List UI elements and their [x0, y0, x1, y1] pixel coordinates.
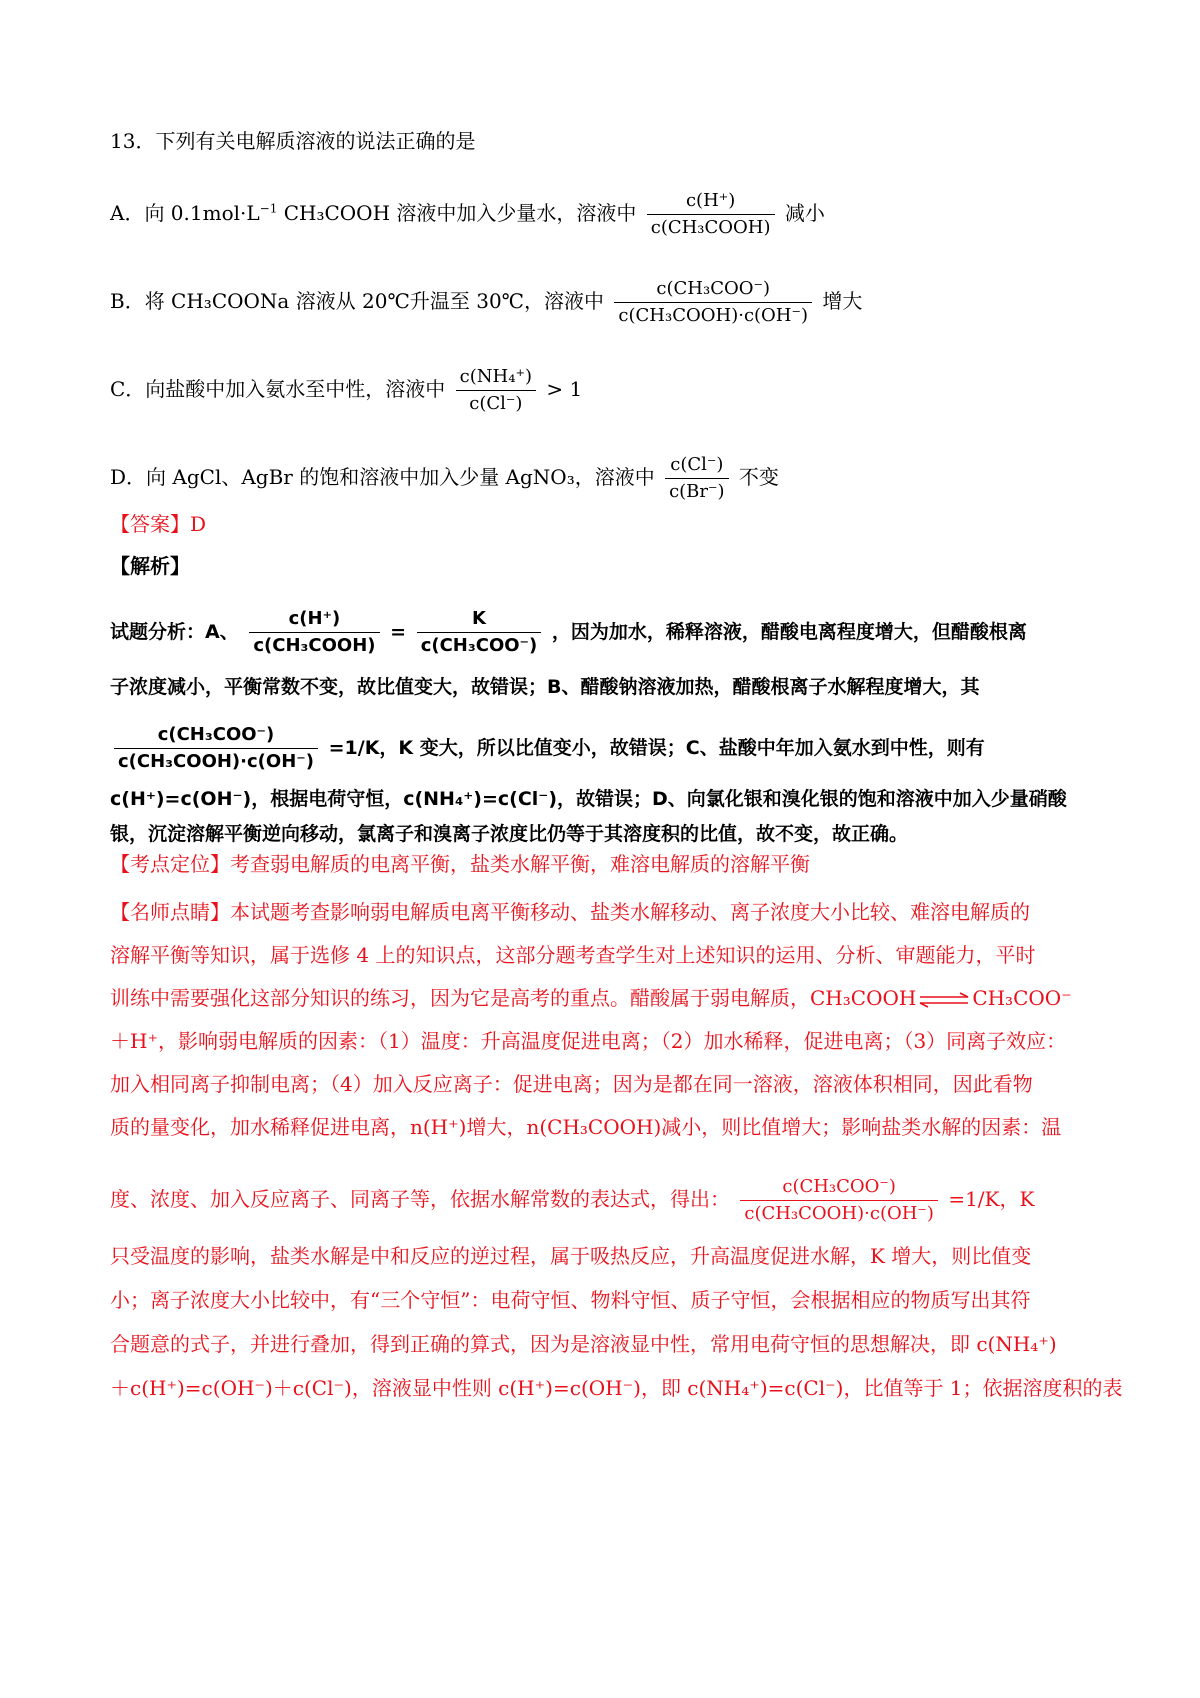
- kaodian-label: 【考点定位】: [110, 852, 230, 876]
- analysis-fraction-3-den: c(CH₃COOH)·c(OH⁻): [114, 748, 318, 773]
- option-c-numerator: c(NH₄⁺): [459, 366, 532, 387]
- option-a: [110, 190, 1100, 239]
- option-d-denominator: c(Br⁻): [665, 478, 728, 503]
- option-c-fraction: [456, 366, 536, 415]
- option-d-numerator: c(Cl⁻): [670, 454, 724, 475]
- mingshi-line-3: [110, 984, 1100, 1012]
- option-b-prefix: B．将 CH₃COONa 溶液从 20℃升温至 30℃，溶液中: [110, 289, 605, 313]
- mingshi-line3-text: 训练中需要强化这部分知识的练习，因为它是高考的重点。醋酸属于弱电解质，: [110, 986, 810, 1010]
- analysis-fraction-1-den: c(CH₃COOH): [249, 632, 379, 657]
- option-a-numerator: c(H⁺): [685, 190, 736, 211]
- analysis-fraction-3: [114, 724, 318, 773]
- mingshi-line7-suffix: =1/K，K: [948, 1187, 1035, 1211]
- option-a-prefix-sup: −1: [259, 201, 278, 216]
- mingshi-line-10: 合题意的式子，并进行叠加，得到正确的算式，因为是溶液显中性，常用电荷守恒的思想解决，即 c(NH₄⁺): [110, 1332, 1057, 1356]
- mingshi-line-5: 加入相同离子抑制电离；（4）加入反应离子：促进电离；因为是都在同一溶液，溶液体积相同，因此看物: [110, 1072, 1033, 1096]
- kaodian-line: [110, 850, 1100, 878]
- analysis-line-2: 子浓度减小，平衡常数不变，故比值变大，故错误；B、醋酸钠溶液加热，醋酸根离子水解程度增大，其: [110, 676, 980, 698]
- analysis-line1-eq: =: [390, 621, 407, 643]
- analysis-line-1: [110, 608, 1100, 657]
- mingshi-line-11: ＋c(H⁺)=c(OH⁻)＋c(Cl⁻)，溶液显中性则 c(H⁺)=c(OH⁻)，即 c(NH₄⁺)=c(Cl⁻)，比值等于 1；依据溶度积的表: [110, 1376, 1123, 1400]
- option-b-suffix: 增大: [822, 289, 863, 313]
- analysis-label: 【解析】: [110, 554, 190, 578]
- option-d: [110, 454, 1100, 503]
- option-d-fraction: [665, 454, 728, 503]
- option-b-fraction: [614, 278, 812, 327]
- option-b: [110, 278, 1100, 327]
- kaodian-text: 考查弱电解质的电离平衡，盐类水解平衡，难溶电解质的溶解平衡: [230, 852, 810, 876]
- option-b-numerator: c(CH₃COO⁻): [656, 278, 771, 299]
- analysis-line-3: [110, 724, 1100, 773]
- mingshi-line-9: 小；离子浓度大小比较中，有“三个守恒”：电荷守恒、物料守恒、质子守恒，会根据相应的物质写出其符: [110, 1288, 1031, 1312]
- analysis-line1-prefix: 试题分析：A、: [110, 621, 239, 643]
- option-c-prefix: C．向盐酸中加入氨水至中性，溶液中: [110, 377, 446, 401]
- mingshi-fraction-den: c(CH₃COOH)·c(OH⁻): [740, 1200, 938, 1225]
- equation-right: CH₃COO⁻: [972, 986, 1072, 1010]
- mingshi-fraction: [740, 1176, 938, 1225]
- option-a-prefix2: CH₃COOH 溶液中加入少量水，溶液中: [277, 201, 637, 225]
- mingshi-label: 【名师点睛】: [110, 900, 230, 924]
- mingshi-line-7: [110, 1176, 1100, 1225]
- option-d-prefix: D．向 AgCl、AgBr 的饱和溶液中加入少量 AgNO₃，溶液中: [110, 465, 655, 489]
- option-c-denominator: c(Cl⁻): [456, 390, 536, 415]
- option-d-suffix: 不变: [738, 465, 779, 489]
- analysis-fraction-2-num: K: [472, 608, 486, 629]
- analysis-line-5: 银，沉淀溶解平衡逆向移动，氯离子和溴离子浓度比仍等于其溶度积的比值，故不变，故正确。: [110, 823, 909, 845]
- option-a-suffix: 减小: [784, 201, 825, 225]
- option-b-denominator: c(CH₃COOH)·c(OH⁻): [614, 302, 812, 327]
- mingshi-line-8: 只受温度的影响，盐类水解是中和反应的逆过程，属于吸热反应，升高温度促进水解，K 增大，则比值变: [110, 1244, 1032, 1268]
- answer-label: 【答案】: [110, 512, 190, 536]
- mingshi-fraction-num: c(CH₃COO⁻): [782, 1176, 896, 1197]
- option-c-suffix: > 1: [546, 377, 583, 401]
- mingshi-line-4: ＋H⁺，影响弱电解质的因素：（1）温度：升高温度促进电离；（2）加水稀释，促进电离；（3）同离子效应：: [110, 1029, 1067, 1053]
- equation-left: CH₃COOH: [810, 986, 917, 1010]
- analysis-fraction-1-num: c(H⁺): [288, 608, 341, 629]
- analysis-line-4: c(H⁺)=c(OH⁻)，根据电荷守恒，c(NH₄⁺)=c(Cl⁻)，故错误；D、向氯化银和溴化银的饱和溶液中加入少量硝酸: [110, 788, 1067, 810]
- analysis-fraction-3-num: c(CH₃COO⁻): [157, 724, 275, 745]
- analysis-fraction-2-den: c(CH₃COO⁻): [417, 632, 542, 657]
- option-a-denominator: c(CH₃COOH): [647, 214, 775, 239]
- mingshi-line-6: 质的量变化，加水稀释促进电离，n(H⁺)增大，n(CH₃COOH)减小，则比值增大；影响盐类水解的因素：温: [110, 1115, 1062, 1139]
- option-c: [110, 366, 1100, 415]
- mingshi-line7-prefix: 度、浓度、加入反应离子、同离子等，依据水解常数的表达式，得出：: [110, 1187, 730, 1211]
- answer-value: D: [190, 512, 207, 536]
- question-stem: 13．下列有关电解质溶液的说法正确的是: [110, 129, 476, 153]
- analysis-fraction-1: [249, 608, 379, 657]
- mingshi-line1-text: 本试题考查影响弱电解质电离平衡移动、盐类水解移动、离子浓度大小比较、难溶电解质的: [230, 900, 1030, 924]
- equilibrium-arrow-icon: [918, 992, 970, 1008]
- analysis-line1-suffix: ，因为加水，稀释溶液，醋酸电离程度增大，但醋酸根离: [551, 621, 1027, 643]
- answer-line: [110, 510, 1100, 538]
- mingshi-line-2: 溶解平衡等知识，属于选修 4 上的知识点，这部分题考查学生对上述知识的运用、分析、审题能力，平时: [110, 943, 1036, 967]
- mingshi-line-1: [110, 898, 1100, 926]
- option-a-fraction: [647, 190, 775, 239]
- analysis-line3-suffix: =1/K，K 变大，所以比值变小，故错误；C、盐酸中年加入氨水到中性，则有: [328, 737, 985, 759]
- analysis-fraction-2: [417, 608, 542, 657]
- option-a-prefix: A．向 0.1mol·L: [110, 201, 260, 225]
